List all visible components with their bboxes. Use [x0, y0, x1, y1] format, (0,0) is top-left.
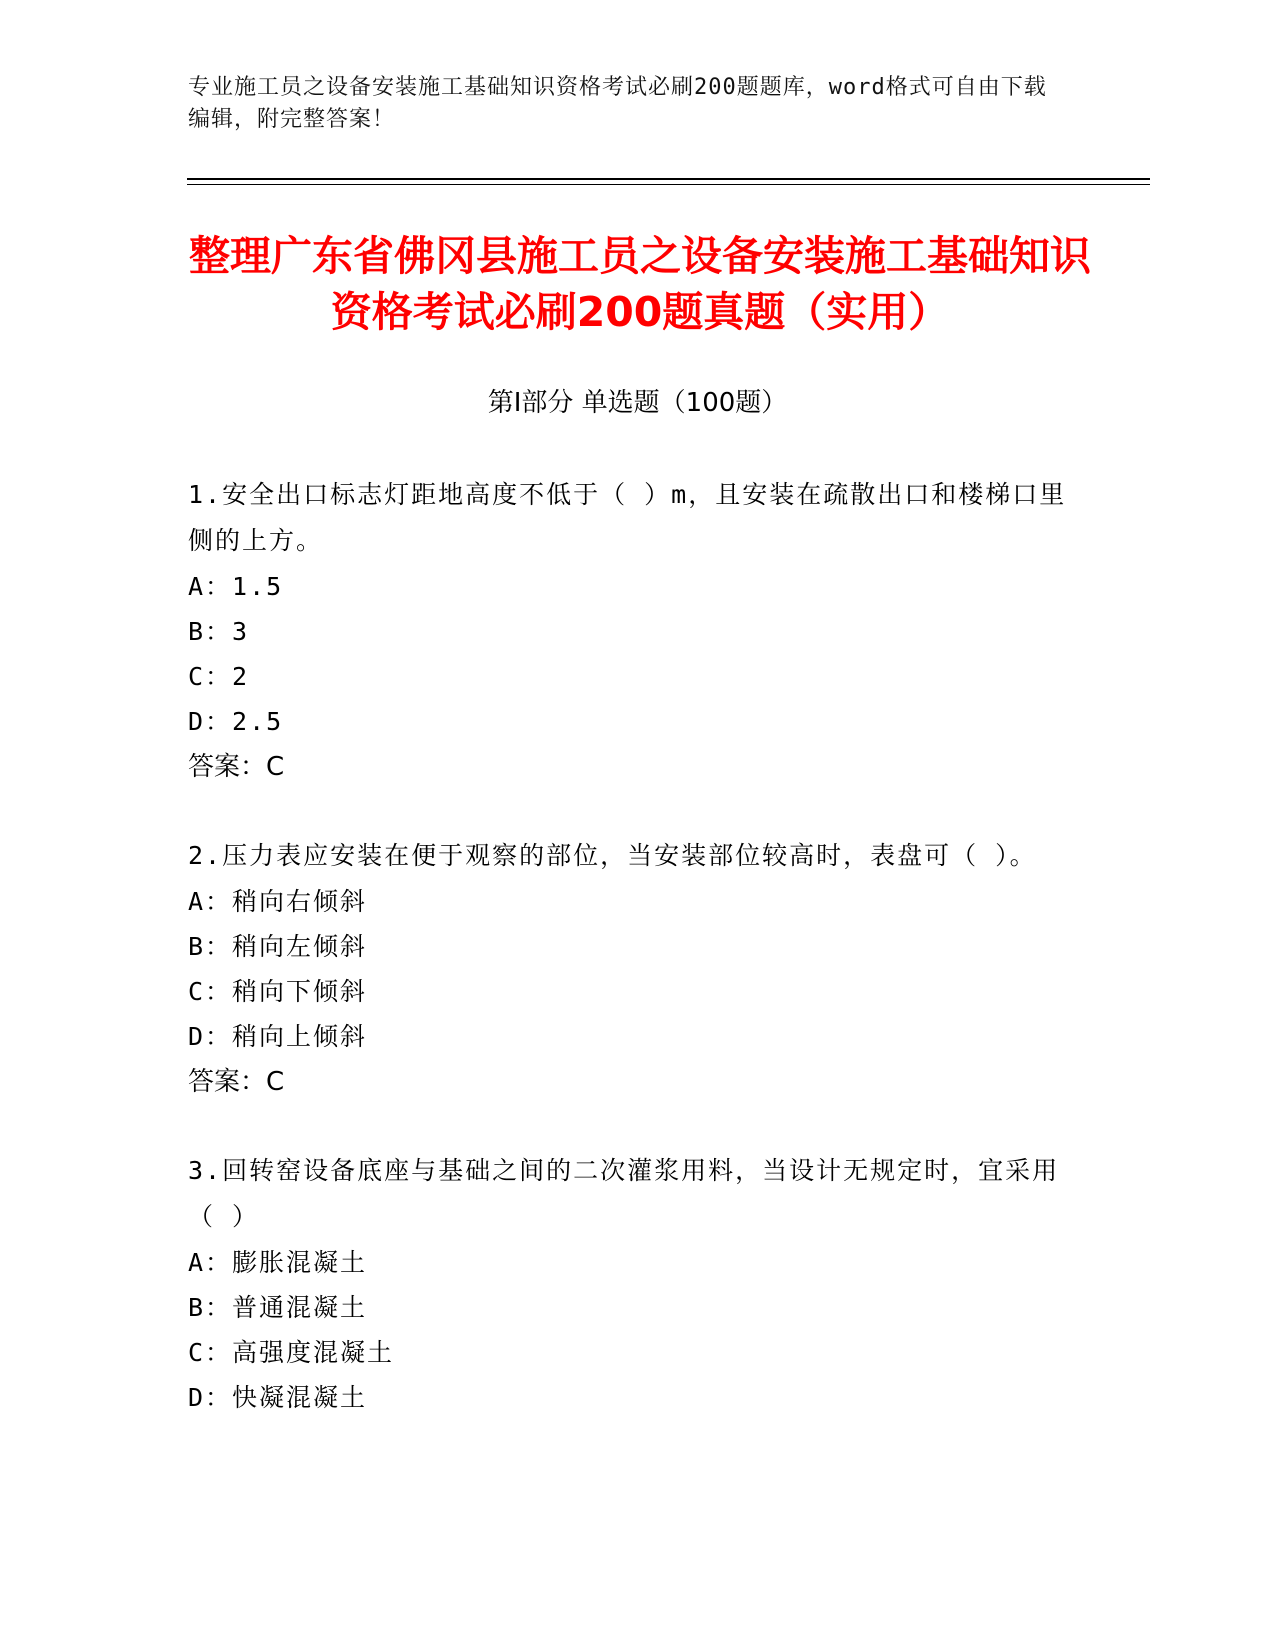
question-stem: 3.回转窑设备底座与基础之间的二次灌浆用料，当设计无规定时，宜采用（ ） [188, 1156, 1060, 1231]
section-title: 第Ⅰ部分 单选题（100题） [487, 388, 788, 418]
question-list [188, 472, 1068, 1463]
option-a: A：1.5 [188, 572, 284, 601]
option-c: C：稍向下倾斜 [188, 977, 368, 1006]
option-d: D：2.5 [188, 707, 284, 736]
question-3 [188, 1148, 1068, 1420]
question-2 [188, 833, 1068, 1105]
answer: 答案：C [188, 1067, 285, 1097]
document-title: 整理广东省佛冈县施工员之设备安装施工基础知识资格考试必刷200题真题（实用） [189, 232, 1091, 336]
option-d: D：快凝混凝土 [188, 1383, 368, 1412]
option-c: C：高强度混凝土 [188, 1338, 395, 1367]
option-b: B：稍向左倾斜 [188, 932, 368, 961]
option-d: D：稍向上倾斜 [188, 1022, 368, 1051]
header-divider-thin [187, 184, 1150, 185]
question-stem: 2.压力表应安装在便于观察的部位，当安装部位较高时，表盘可（ ）。 [188, 841, 1037, 870]
option-a: A：膨胀混凝土 [188, 1248, 368, 1277]
option-b: B：普通混凝土 [188, 1293, 368, 1322]
question-stem: 1.安全出口标志灯距地高度不低于（ ）m，且安装在疏散出口和楼梯口里侧的上方。 [188, 480, 1067, 555]
option-b: B：3 [188, 617, 250, 646]
answer: 答案：C [188, 752, 285, 782]
header-divider-thick [187, 178, 1150, 180]
option-c: C：2 [188, 662, 250, 691]
question-1 [188, 472, 1068, 790]
option-a: A：稍向右倾斜 [188, 887, 368, 916]
header-note: 专业施工员之设备安装施工基础知识资格考试必刷200题题库，word格式可自由下载编辑，附完整答案！ [188, 75, 1047, 132]
